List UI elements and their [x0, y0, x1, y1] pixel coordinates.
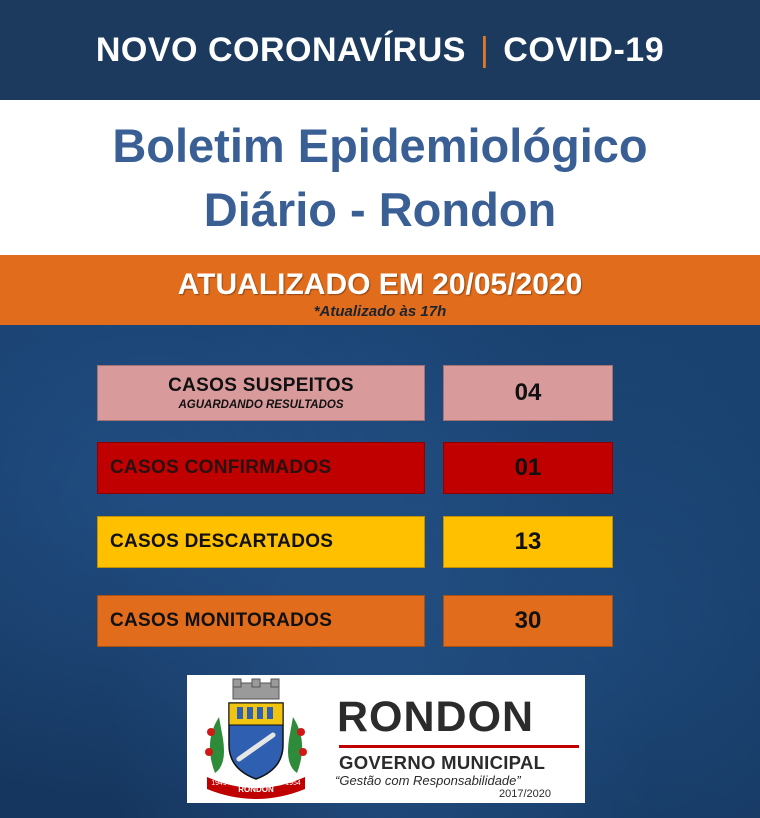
- header-right: COVID-19: [503, 30, 665, 69]
- suspected-cases-label-box: [97, 365, 425, 421]
- monitored-cases-value: 30: [443, 595, 613, 647]
- header-separator: |: [479, 30, 490, 69]
- discarded-cases-label-box: [97, 516, 425, 568]
- monitored-cases-label: CASOS MONITORADOS: [110, 610, 333, 631]
- suspected-cases-value: 04: [443, 365, 613, 421]
- municipal-logo: [187, 675, 585, 803]
- confirmed-cases-label: CASOS CONFIRMADOS: [110, 457, 332, 478]
- update-date: ATUALIZADO EM 20/05/2020: [177, 268, 583, 301]
- update-bar: [0, 255, 760, 325]
- suspected-cases-sublabel: AGUARDANDO RESULTADOS: [178, 399, 344, 411]
- brand-years: 2017/2020: [499, 788, 551, 800]
- suspected-cases-label: CASOS SUSPEITOS: [168, 375, 354, 396]
- svg-text:1954: 1954: [285, 780, 301, 787]
- monitored-cases-label-box: [97, 595, 425, 647]
- confirmed-cases-value: 01: [443, 442, 613, 494]
- title-box: [0, 100, 760, 255]
- svg-text:1949: 1949: [211, 780, 227, 787]
- suspected-cases-row: [97, 365, 613, 421]
- confirmed-cases-row: [97, 442, 613, 494]
- monitored-cases-row: [97, 595, 613, 647]
- header-left: NOVO CORONAVÍRUS: [95, 30, 466, 69]
- brand-subtitle: GOVERNO MUNICIPAL: [339, 752, 546, 773]
- coat-of-arms-icon: [189, 677, 323, 801]
- brand-divider: [339, 745, 579, 748]
- svg-text:RONDON: RONDON: [238, 785, 274, 794]
- header-bar: [0, 0, 760, 100]
- discarded-cases-label: CASOS DESCARTADOS: [110, 531, 334, 552]
- brand-name: RONDON: [337, 693, 535, 741]
- confirmed-cases-label-box: [97, 442, 425, 494]
- title-line-1: Boletim Epidemiológico: [112, 118, 648, 172]
- update-time: *Atualizado às 17h: [313, 303, 447, 320]
- discarded-cases-row: [97, 516, 613, 568]
- brand-slogan: “Gestão com Responsabilidade”: [335, 773, 521, 788]
- discarded-cases-value: 13: [443, 516, 613, 568]
- title-line-2: Diário - Rondon: [203, 182, 557, 236]
